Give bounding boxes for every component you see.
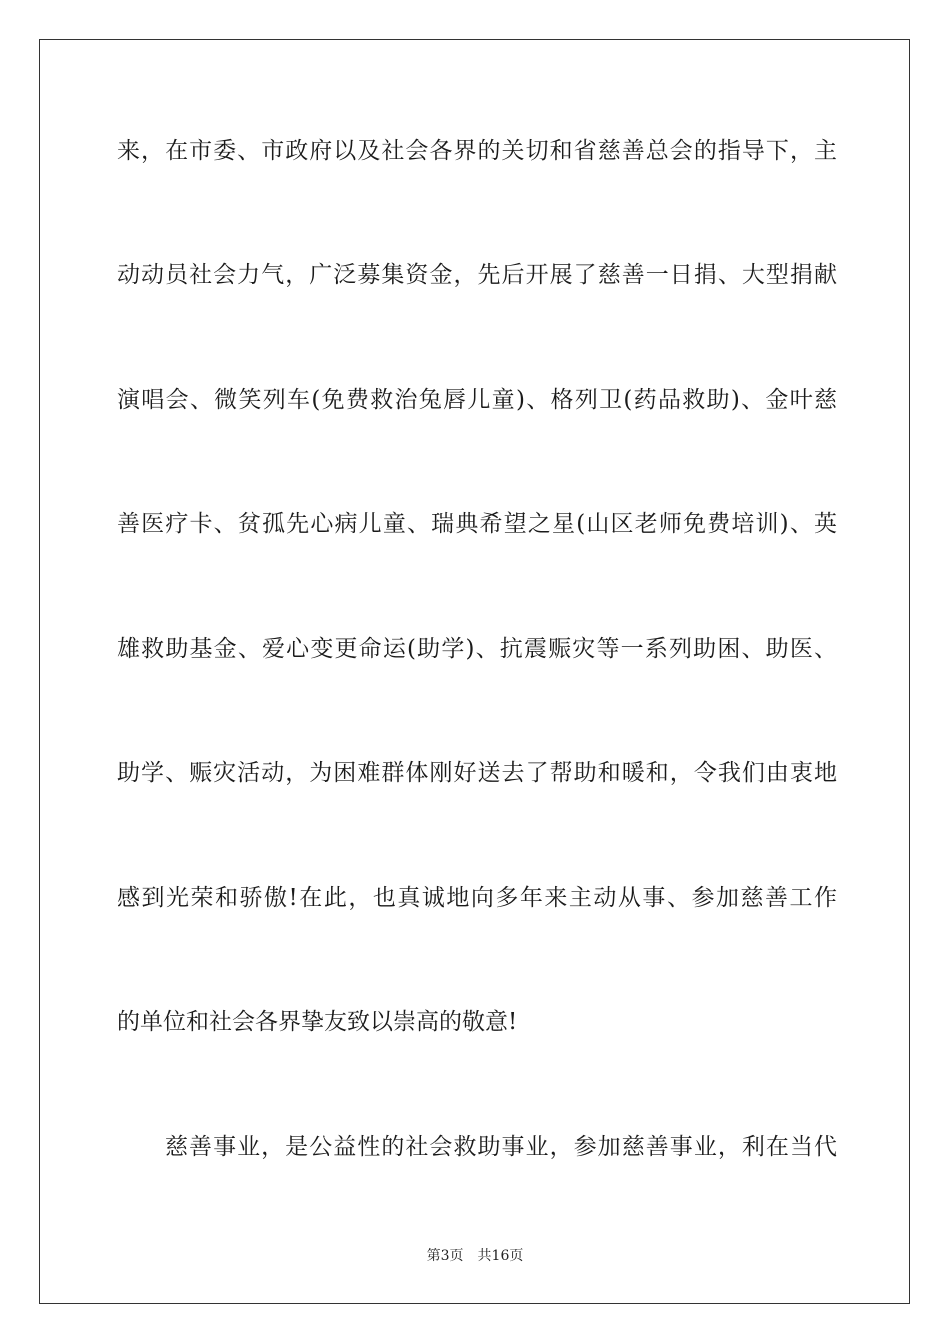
text-line: 雄救助基金、爱心变更命运(助学)、抗震赈灾等一系列助困、助医、 [117,636,837,662]
text-line: 动动员社会力气，广泛募集资金，先后开展了慈善一日捐、大型捐献 [117,262,837,288]
page-border [39,39,910,1304]
text-line: 感到光荣和骄傲!在此，也真诚地向多年来主动从事、参加慈善工作 [117,885,837,911]
text-line: 演唱会、微笑列车(免费救治兔唇儿童)、格列卫(药品救助)、金叶慈 [117,387,837,413]
text-line: 善医疗卡、贫孤先心病儿童、瑞典希望之星(山区老师免费培训)、英 [117,511,837,537]
page-number: 第3页 共16页 [426,1248,524,1264]
text-line: 来，在市委、市政府以及社会各界的关切和省慈善总会的指导下，主 [117,138,837,164]
text-line: 的单位和社会各界挚友致以崇高的敬意! [117,1009,518,1035]
text-line: 助学、赈灾活动，为困难群体刚好送去了帮助和暖和，令我们由衷地 [117,760,837,786]
paragraph-first-line: 慈善事业，是公益性的社会救助事业，参加慈善事业，利在当代 [165,1134,837,1160]
